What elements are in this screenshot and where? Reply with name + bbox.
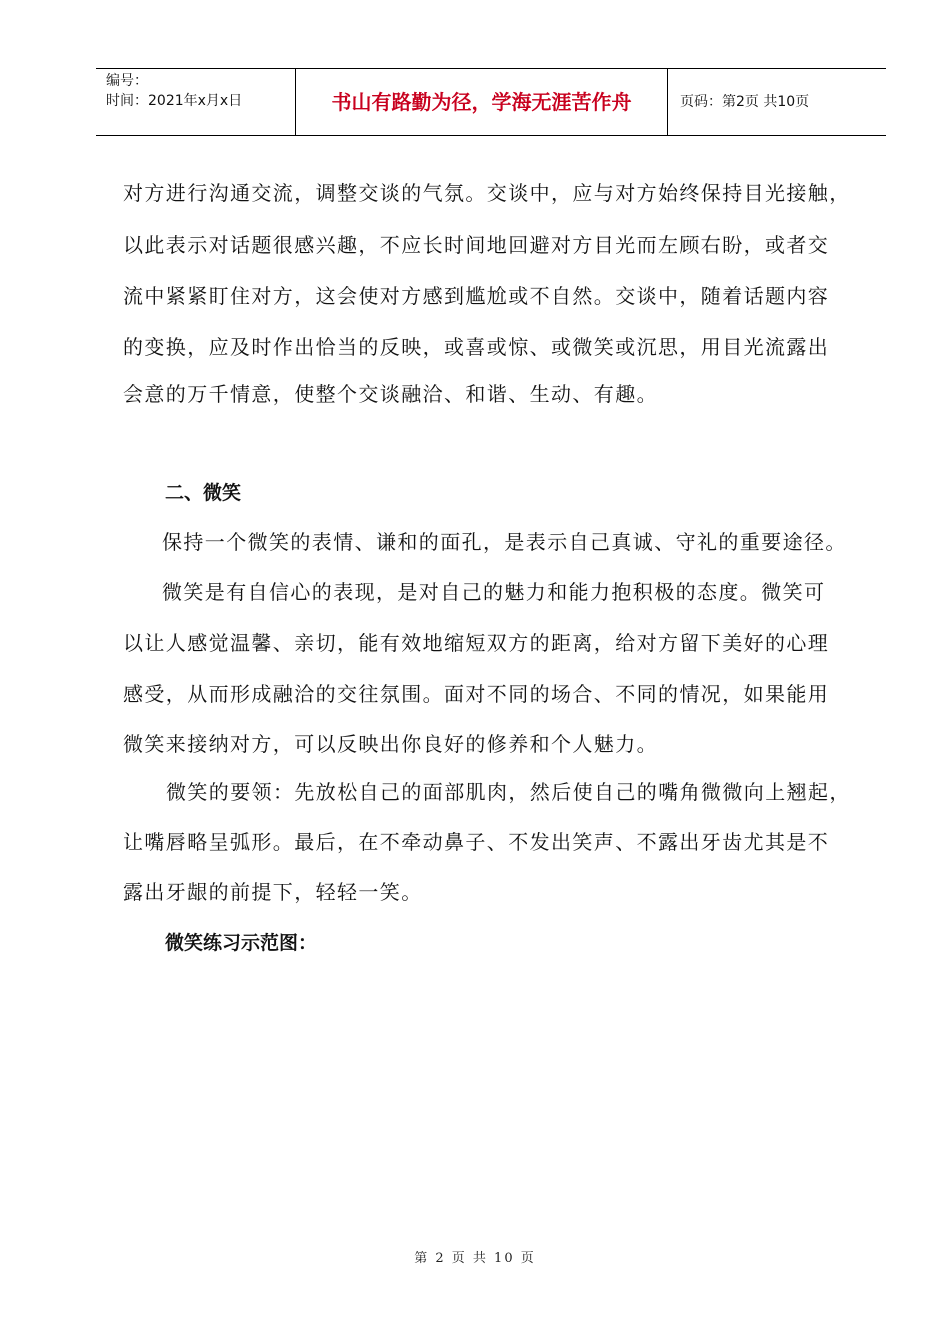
header-meta <box>96 69 296 135</box>
document-header <box>96 68 886 136</box>
header-page-info: 页码：第2页 共10页 <box>680 94 810 110</box>
paragraph-line: 以此表示对话题很感兴趣，不应长时间地回避对方目光而左顾右盼，或者交 <box>123 233 830 257</box>
paragraph-line: 微笑是有自信心的表现，是对自己的魅力和能力抱积极的态度。微笑可 <box>162 580 826 604</box>
paragraph-line: 微笑来接纳对方，可以反映出你良好的修养和个人魅力。 <box>123 732 658 756</box>
paragraph-line: 感受，从而形成融洽的交往氛围。面对不同的场合、不同的情况，如果能用 <box>123 682 830 706</box>
document-number-label: 编号： <box>106 73 148 89</box>
page-footer: 第 2 页 共 10 页 <box>414 1251 536 1266</box>
paragraph-line: 会意的万千情意，使整个交谈融洽、和谐、生动、有趣。 <box>123 382 658 406</box>
paragraph-line: 露出牙龈的前提下，轻轻一笑。 <box>123 880 423 904</box>
paragraph-line: 流中紧紧盯住对方，这会使对方感到尴尬或不自然。交谈中，随着话题内容 <box>123 284 830 308</box>
paragraph-line: 对方进行沟通交流，调整交谈的气氛。交谈中，应与对方始终保持目光接触， <box>123 181 851 205</box>
section-heading: 二、微笑 <box>165 482 242 504</box>
paragraph-line: 以让人感觉温馨、亲切，能有效地缩短双方的距离，给对方留下美好的心理 <box>123 631 830 655</box>
header-motto: 书山有路勤为径，学海无涯苦作舟 <box>296 69 668 135</box>
document-time-label: 时间：2021年x月x日 <box>106 93 243 109</box>
figure-caption: 微笑练习示范图： <box>165 932 318 954</box>
paragraph-line: 保持一个微笑的表情、谦和的面孔，是表示自己真诚、守礼的重要途径。 <box>162 530 847 554</box>
paragraph-line: 的变换，应及时作出恰当的反映，或喜或惊、或微笑或沉思，用目光流露出 <box>123 335 830 359</box>
paragraph-line: 让嘴唇略呈弧形。最后，在不牵动鼻子、不发出笑声、不露出牙齿尤其是不 <box>123 830 830 854</box>
paragraph-line: 微笑的要领：先放松自己的面部肌肉，然后使自己的嘴角微微向上翘起， <box>166 780 851 804</box>
